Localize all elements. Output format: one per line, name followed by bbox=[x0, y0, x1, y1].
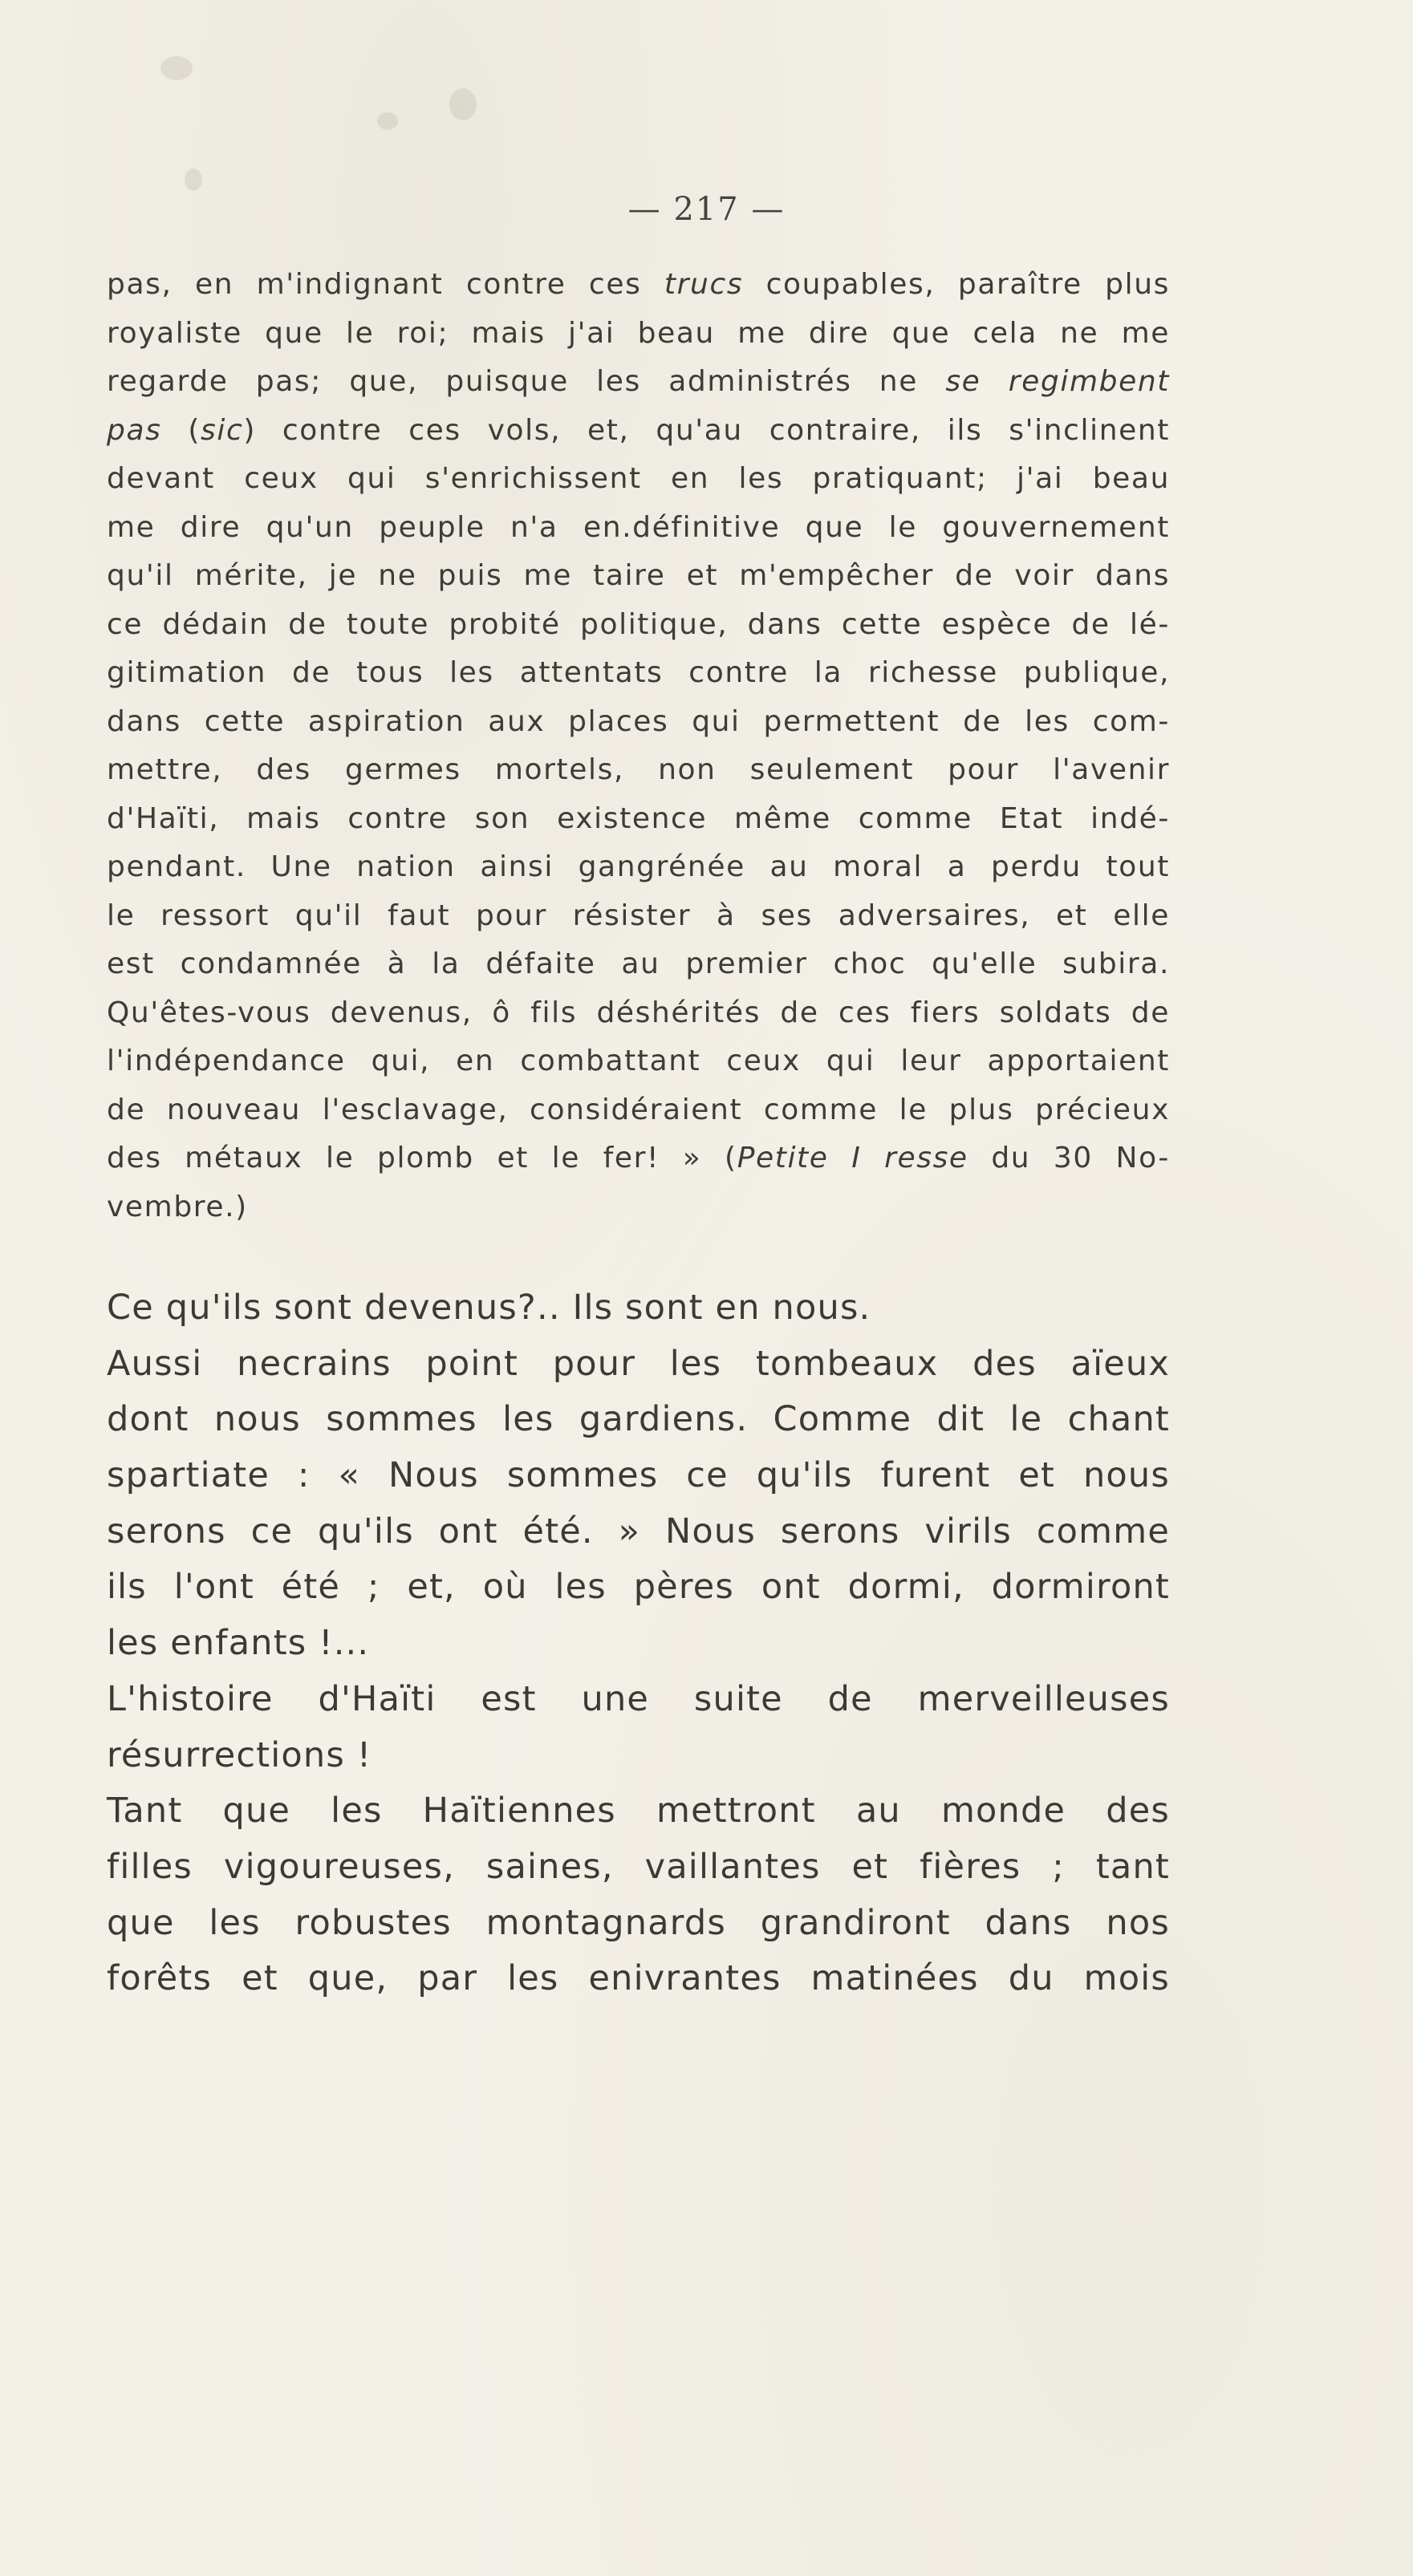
quote-line: ce dédain de toute probité politique, dans cette espèce de lé- bbox=[107, 607, 1170, 641]
body-line: Tant que les Haïtiennes mettront au monde des bbox=[107, 1791, 1170, 1832]
quote-line: est condamnée à la défaite au premier choc qu'elle subira. bbox=[107, 947, 1170, 980]
body-line: dont nous sommes les gardiens. Comme dit le chant bbox=[107, 1399, 1170, 1440]
paper-stain bbox=[449, 88, 477, 120]
page-number-header: — 217 — bbox=[627, 191, 786, 228]
quote-line: d'Haïti, mais contre son existence même comme Etat indé- bbox=[107, 801, 1170, 835]
body-line: que les robustes montagnards grandiront dans nos bbox=[107, 1902, 1170, 1943]
italic-text: trucs bbox=[664, 268, 744, 301]
quote-line: des métaux le plomb et le fer! » (Petite I resse du 30 No- bbox=[107, 1142, 1170, 1174]
quote-line: mettre, des germes mortels, non seulement pour l'avenir bbox=[107, 753, 1170, 786]
body-paragraphs bbox=[107, 1280, 1170, 2007]
body-line: résurrections ! bbox=[107, 1734, 372, 1775]
body-line: ils l'ont été ; et, où les pères ont dormi, dormiront bbox=[107, 1567, 1170, 1608]
body-line: forêts et que, par les enivrantes matinées du mois bbox=[107, 1958, 1170, 1999]
quote-line: pas (sic) contre ces vols, et, qu'au contraire, ils s'inclinent bbox=[107, 413, 1170, 447]
body-line: filles vigoureuses, saines, vaillantes et fières ; tant bbox=[107, 1846, 1170, 1887]
body-line: L'histoire d'Haïti est une suite de merveilleuses bbox=[107, 1678, 1170, 1719]
quote-line: me dire qu'un peuple n'a en.définitive que le gouvernement bbox=[107, 510, 1170, 544]
quote-line: royaliste que le roi; mais j'ai beau me dire que cela ne me bbox=[107, 316, 1170, 350]
body-line: Ce qu'ils sont devenus?.. Ils sont en nous. bbox=[107, 1288, 871, 1328]
quote-line: Qu'êtes-vous devenus, ô fils déshérités de ces fiers soldats de bbox=[107, 996, 1170, 1029]
body-line: spartiate : « Nous sommes ce qu'ils furent et nous bbox=[107, 1455, 1170, 1496]
quote-line: gitimation de tous les attentats contre la richesse publique, bbox=[107, 656, 1170, 689]
body-line: les enfants !... bbox=[107, 1623, 370, 1664]
italic-text: Petite I resse bbox=[737, 1142, 968, 1174]
quote-line: devant ceux qui s'enrichissent en les pratiquant; j'ai beau bbox=[107, 462, 1170, 495]
quote-line: regarde pas; que, puisque les administrés ne se regimbent bbox=[107, 365, 1170, 398]
quote-line: pas, en m'indignant contre ces trucs coupables, paraître plus bbox=[107, 268, 1170, 301]
quote-line: dans cette aspiration aux places qui permettent de les com- bbox=[107, 704, 1170, 738]
italic-text: se regimbent bbox=[945, 365, 1170, 398]
italic-text: sic bbox=[201, 413, 244, 447]
quote-line: pendant. Une nation ainsi gangrénée au moral a perdu tout bbox=[107, 850, 1170, 883]
italic-text: pas bbox=[107, 413, 162, 447]
quote-line: qu'il mérite, je ne puis me taire et m'empêcher de voir dans bbox=[107, 559, 1170, 592]
quote-line: vembre.) bbox=[107, 1190, 248, 1223]
quote-line: de nouveau l'esclavage, considéraient comme le plus précieux bbox=[107, 1093, 1170, 1126]
quote-line: l'indépendance qui, en combattant ceux qui leur apportaient bbox=[107, 1045, 1170, 1077]
paper-stain bbox=[160, 56, 193, 80]
paper-stain bbox=[377, 112, 398, 130]
paper-stain bbox=[185, 168, 202, 191]
quote-line: le ressort qu'il faut pour résister à ses adversaires, et elle bbox=[107, 899, 1170, 932]
body-line: Aussi necrains point pour les tombeaux des aïeux bbox=[107, 1343, 1170, 1384]
quoted-passage bbox=[107, 261, 1170, 1231]
body-line: serons ce qu'ils ont été. » Nous serons virils comme bbox=[107, 1511, 1170, 1552]
